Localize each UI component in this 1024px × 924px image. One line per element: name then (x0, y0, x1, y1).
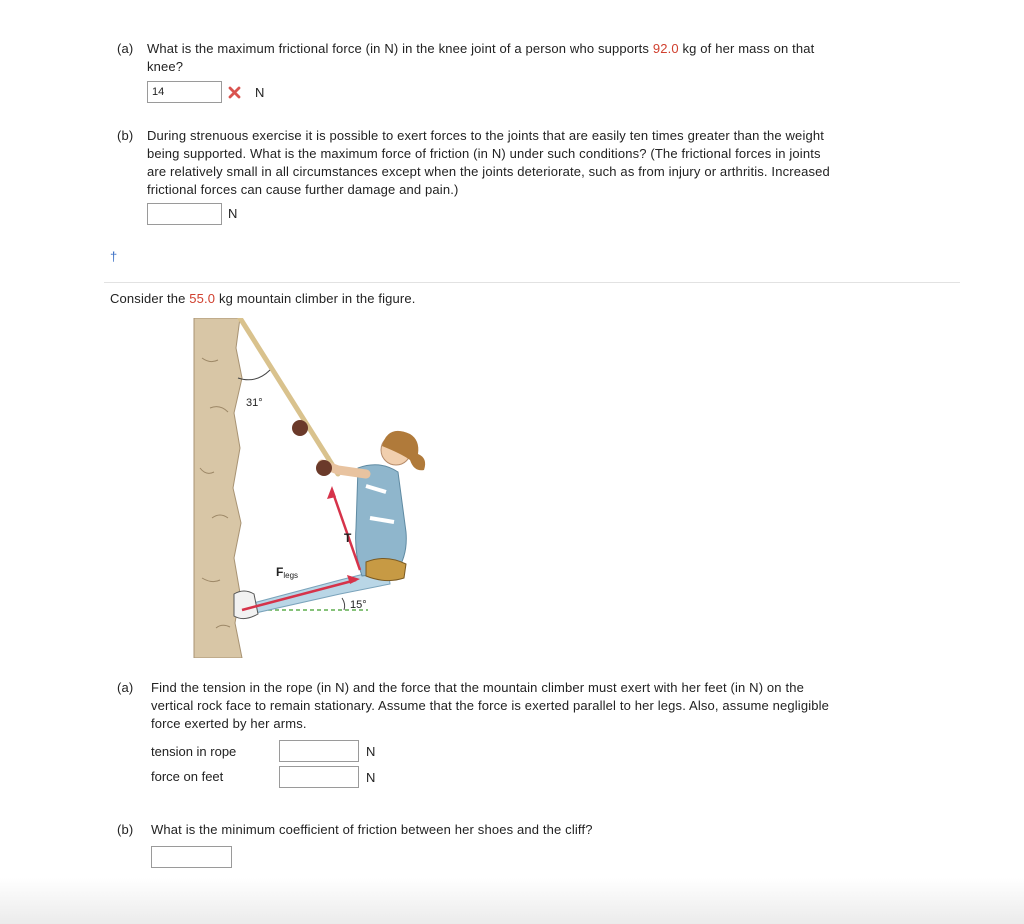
q2a-line: Find the tension in the rope (in N) and the force that the mountain climber must exert with her feet (in N) on the (151, 680, 804, 695)
dagger-link[interactable]: † (110, 249, 118, 264)
q2a-question (151, 679, 951, 733)
tension-label-text: tension in rope (151, 744, 237, 759)
tension-label: T (344, 531, 352, 545)
glove-lower (316, 460, 332, 476)
q1a-text-post: kg of her mass on that (678, 41, 815, 56)
q2b-tag: (b) (117, 822, 134, 837)
q2b-answer-input[interactable] (151, 846, 232, 868)
climber-figure (190, 318, 450, 658)
angle-legs-label: 15° (350, 599, 367, 611)
q1a-tag: (a) (117, 41, 134, 56)
q1a-mass-value: 92.0 (652, 41, 679, 56)
q2-intro (110, 290, 416, 308)
q2-intro-pre: Consider the (110, 291, 190, 306)
q1b-line: frictional forces can cause further damage and pain.) (147, 182, 459, 197)
flegs-arrow (242, 580, 356, 610)
q1b-question (147, 127, 947, 199)
q1b-tag: (b) (117, 128, 134, 143)
q1b-unit: N (228, 206, 238, 221)
feet-unit: N (366, 770, 376, 785)
q1b-answer-input[interactable] (147, 203, 222, 225)
angle-arc-legs (342, 598, 345, 610)
q1a-text-line2: knee? (147, 59, 184, 74)
q2-intro-post: kg mountain climber in the figure. (215, 291, 416, 306)
q1a-answer-input[interactable] (147, 81, 222, 103)
q2b-question: What is the minimum coefficient of friction between her shoes and the cliff? (151, 822, 593, 837)
rope (240, 318, 328, 458)
q2a-line: vertical rock face to remain stationary. Assume that the force is exerted parallel to her legs. Also, assume negligible (151, 698, 830, 713)
glove-upper (292, 420, 308, 436)
q2a-line: force exerted by her arms. (151, 716, 307, 731)
flegs-label: Flegs (276, 565, 299, 580)
climber-harness (366, 558, 406, 580)
q2a-tag: (a) (117, 680, 134, 695)
section-divider (104, 282, 960, 283)
q1a-text-pre: What is the maximum frictional force (in N) in the knee joint of a person who supports (147, 41, 653, 56)
q1a-question (147, 40, 947, 76)
feet-force-input[interactable] (279, 766, 359, 788)
bottom-fade (0, 878, 1024, 924)
q1b-line: During strenuous exercise it is possible to exert forces to the joints that are easily ten times greater than the weight (147, 128, 825, 143)
q1b-line: are relatively small in all circumstances except when the joints deteriorate, such as from injury or arthritis. Increased (147, 164, 830, 179)
q2-mass-value: 55.0 (189, 291, 216, 306)
feet-label-text: force on feet (151, 769, 224, 784)
q1b-line: being supported. What is the maximum force of friction (in N) under such conditions? (The frictional forces in joints (147, 146, 821, 161)
x-incorrect-icon (228, 86, 241, 99)
q1a-unit: N (255, 85, 265, 100)
tension-unit: N (366, 744, 376, 759)
angle-rope-label: 31° (246, 397, 263, 409)
tension-input[interactable] (279, 740, 359, 762)
climber-shoe (234, 591, 258, 619)
angle-arc-rope (238, 370, 270, 380)
